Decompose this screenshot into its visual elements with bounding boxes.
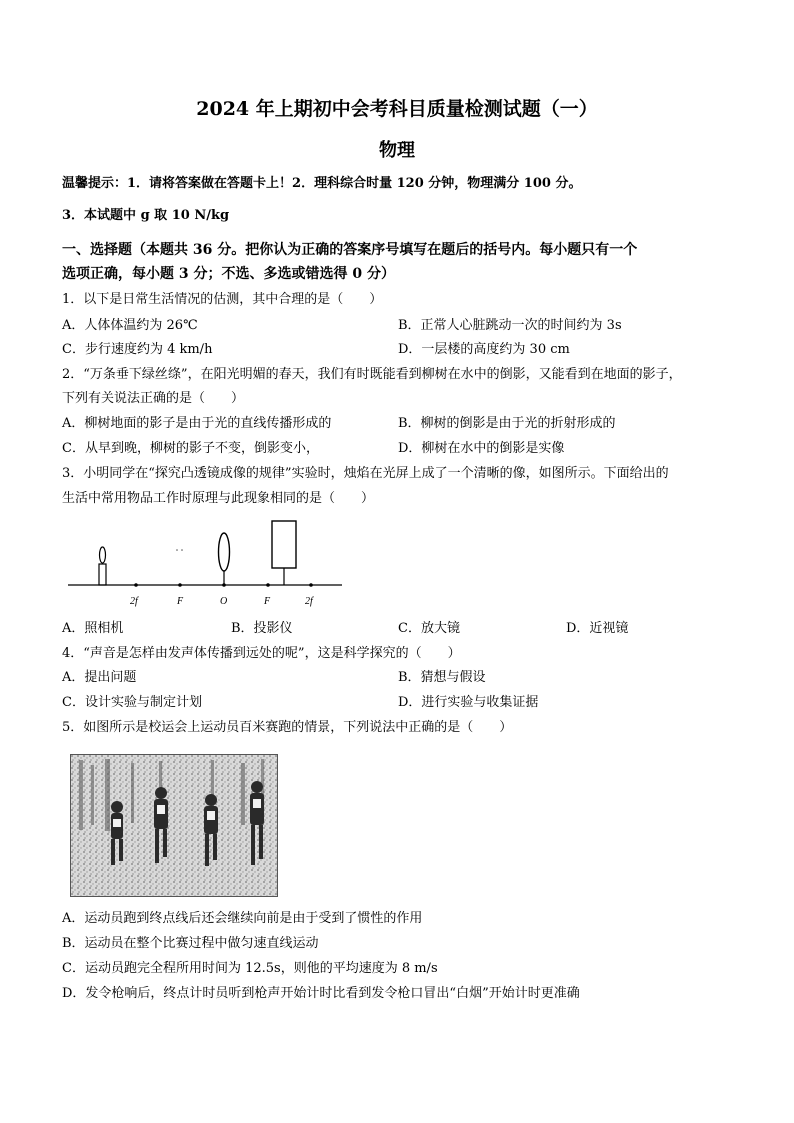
question-1-option-b: B．正常人心脏跳动一次的时间约为 3s: [398, 318, 622, 333]
question-3-option-a: A．照相机: [62, 621, 124, 636]
notice-line-2: 3．本试题中 g 取 10 N/kg: [62, 208, 230, 223]
axis-label-o: O: [220, 596, 228, 607]
question-2-option-b: B．柳树的倒影是由于光的折射形成的: [398, 416, 616, 431]
question-3-option-d: D．近视镜: [566, 621, 629, 636]
question-1-option-c: C．步行速度约为 4 km/h: [62, 342, 213, 357]
section-heading-line-2: 选项正确，每小题 3 分；不选、多选或错选得 0 分）: [62, 266, 395, 282]
question-1-option-a: A．人体体温约为 26℃: [62, 318, 198, 333]
question-1-option-d: D．一层楼的高度约为 30 cm: [398, 342, 570, 357]
question-2-option-c: C．从早到晚，柳树的影子不变，倒影变小，: [62, 441, 319, 456]
question-4-option-b: B．猜想与假设: [398, 670, 486, 685]
exam-title: 2024 年上期初中会考科目质量检测试题（一）: [196, 98, 598, 120]
light-screen: [272, 521, 296, 568]
candle-body: [99, 564, 106, 585]
question-5-option-a: A．运动员跑到终点线后还会继续向前是由于受到了惯性的作用: [62, 911, 423, 926]
question-5-option-b: B．运动员在整个比赛过程中做匀速直线运动: [62, 936, 319, 951]
question-3-stem-line-2: 生活中常用物品工作时原理与此现象相同的是（ ）: [62, 491, 375, 506]
question-4-stem: 4．“声音是怎样由发声体传播到远处的呢”，这是科学探究的（ ）: [62, 646, 461, 661]
section-heading-line-1: 一、选择题（本题共 36 分。把你认为正确的答案序号填写在题后的括号内。每小题只有一个: [62, 242, 638, 258]
question-1-stem: 1．以下是日常生活情况的估测，其中合理的是（ ）: [62, 292, 383, 307]
question-3-option-b: B．投影仪: [231, 621, 293, 636]
subject-title: 物理: [379, 140, 415, 161]
axis-label-2f-right: 2f: [305, 596, 313, 607]
question-2-stem-line-1: 2．“万条垂下绿丝绦”，在阳光明媚的春天，我们有时既能看到柳树在水中的倒影，又能看到在地面的影子，: [62, 367, 682, 382]
race-photo: [70, 754, 278, 897]
question-4-option-a: A．提出问题: [62, 670, 137, 685]
question-5-option-d: D．发令枪响后，终点计时员听到枪声开始计时比看到发令枪口冒出“白烟”开始计时更准确: [62, 986, 580, 1001]
question-2-option-d: D．柳树在水中的倒影是实像: [398, 441, 565, 456]
axis-label-f-right: F: [264, 596, 271, 607]
question-3-stem-line-1: 3．小明同学在“探究凸透镜成像的规律”实验时，烛焰在光屏上成了一个清晰的像，如图所示。下面给出的: [62, 466, 669, 481]
question-2-option-a: A．柳树地面的影子是由于光的直线传播形成的: [62, 416, 332, 431]
lens-experiment-figure: [62, 512, 348, 612]
question-5-option-c: C．运动员跑完全程所用时间为 12.5s，则他的平均速度为 8 m/s: [62, 961, 438, 976]
question-5-stem: 5．如图所示是校运会上运动员百米赛跑的情景，下列说法中正确的是（ ）: [62, 720, 513, 735]
axis-label-f-left: F: [177, 596, 184, 607]
axis-label-2f-left: 2f: [130, 596, 138, 607]
convex-lens: [219, 533, 230, 571]
notice-line-1: 温馨提示：1．请将答案做在答题卡上！2．理科综合时量 120 分钟，物理满分 100 分。: [62, 176, 582, 191]
question-3-option-c: C．放大镜: [398, 621, 460, 636]
question-4-option-c: C．设计实验与制定计划: [62, 695, 202, 710]
candle-flame: [100, 547, 106, 563]
question-2-stem-line-2: 下列有关说法正确的是（ ）: [62, 391, 245, 406]
question-4-option-d: D．进行实验与收集证据: [398, 695, 539, 710]
